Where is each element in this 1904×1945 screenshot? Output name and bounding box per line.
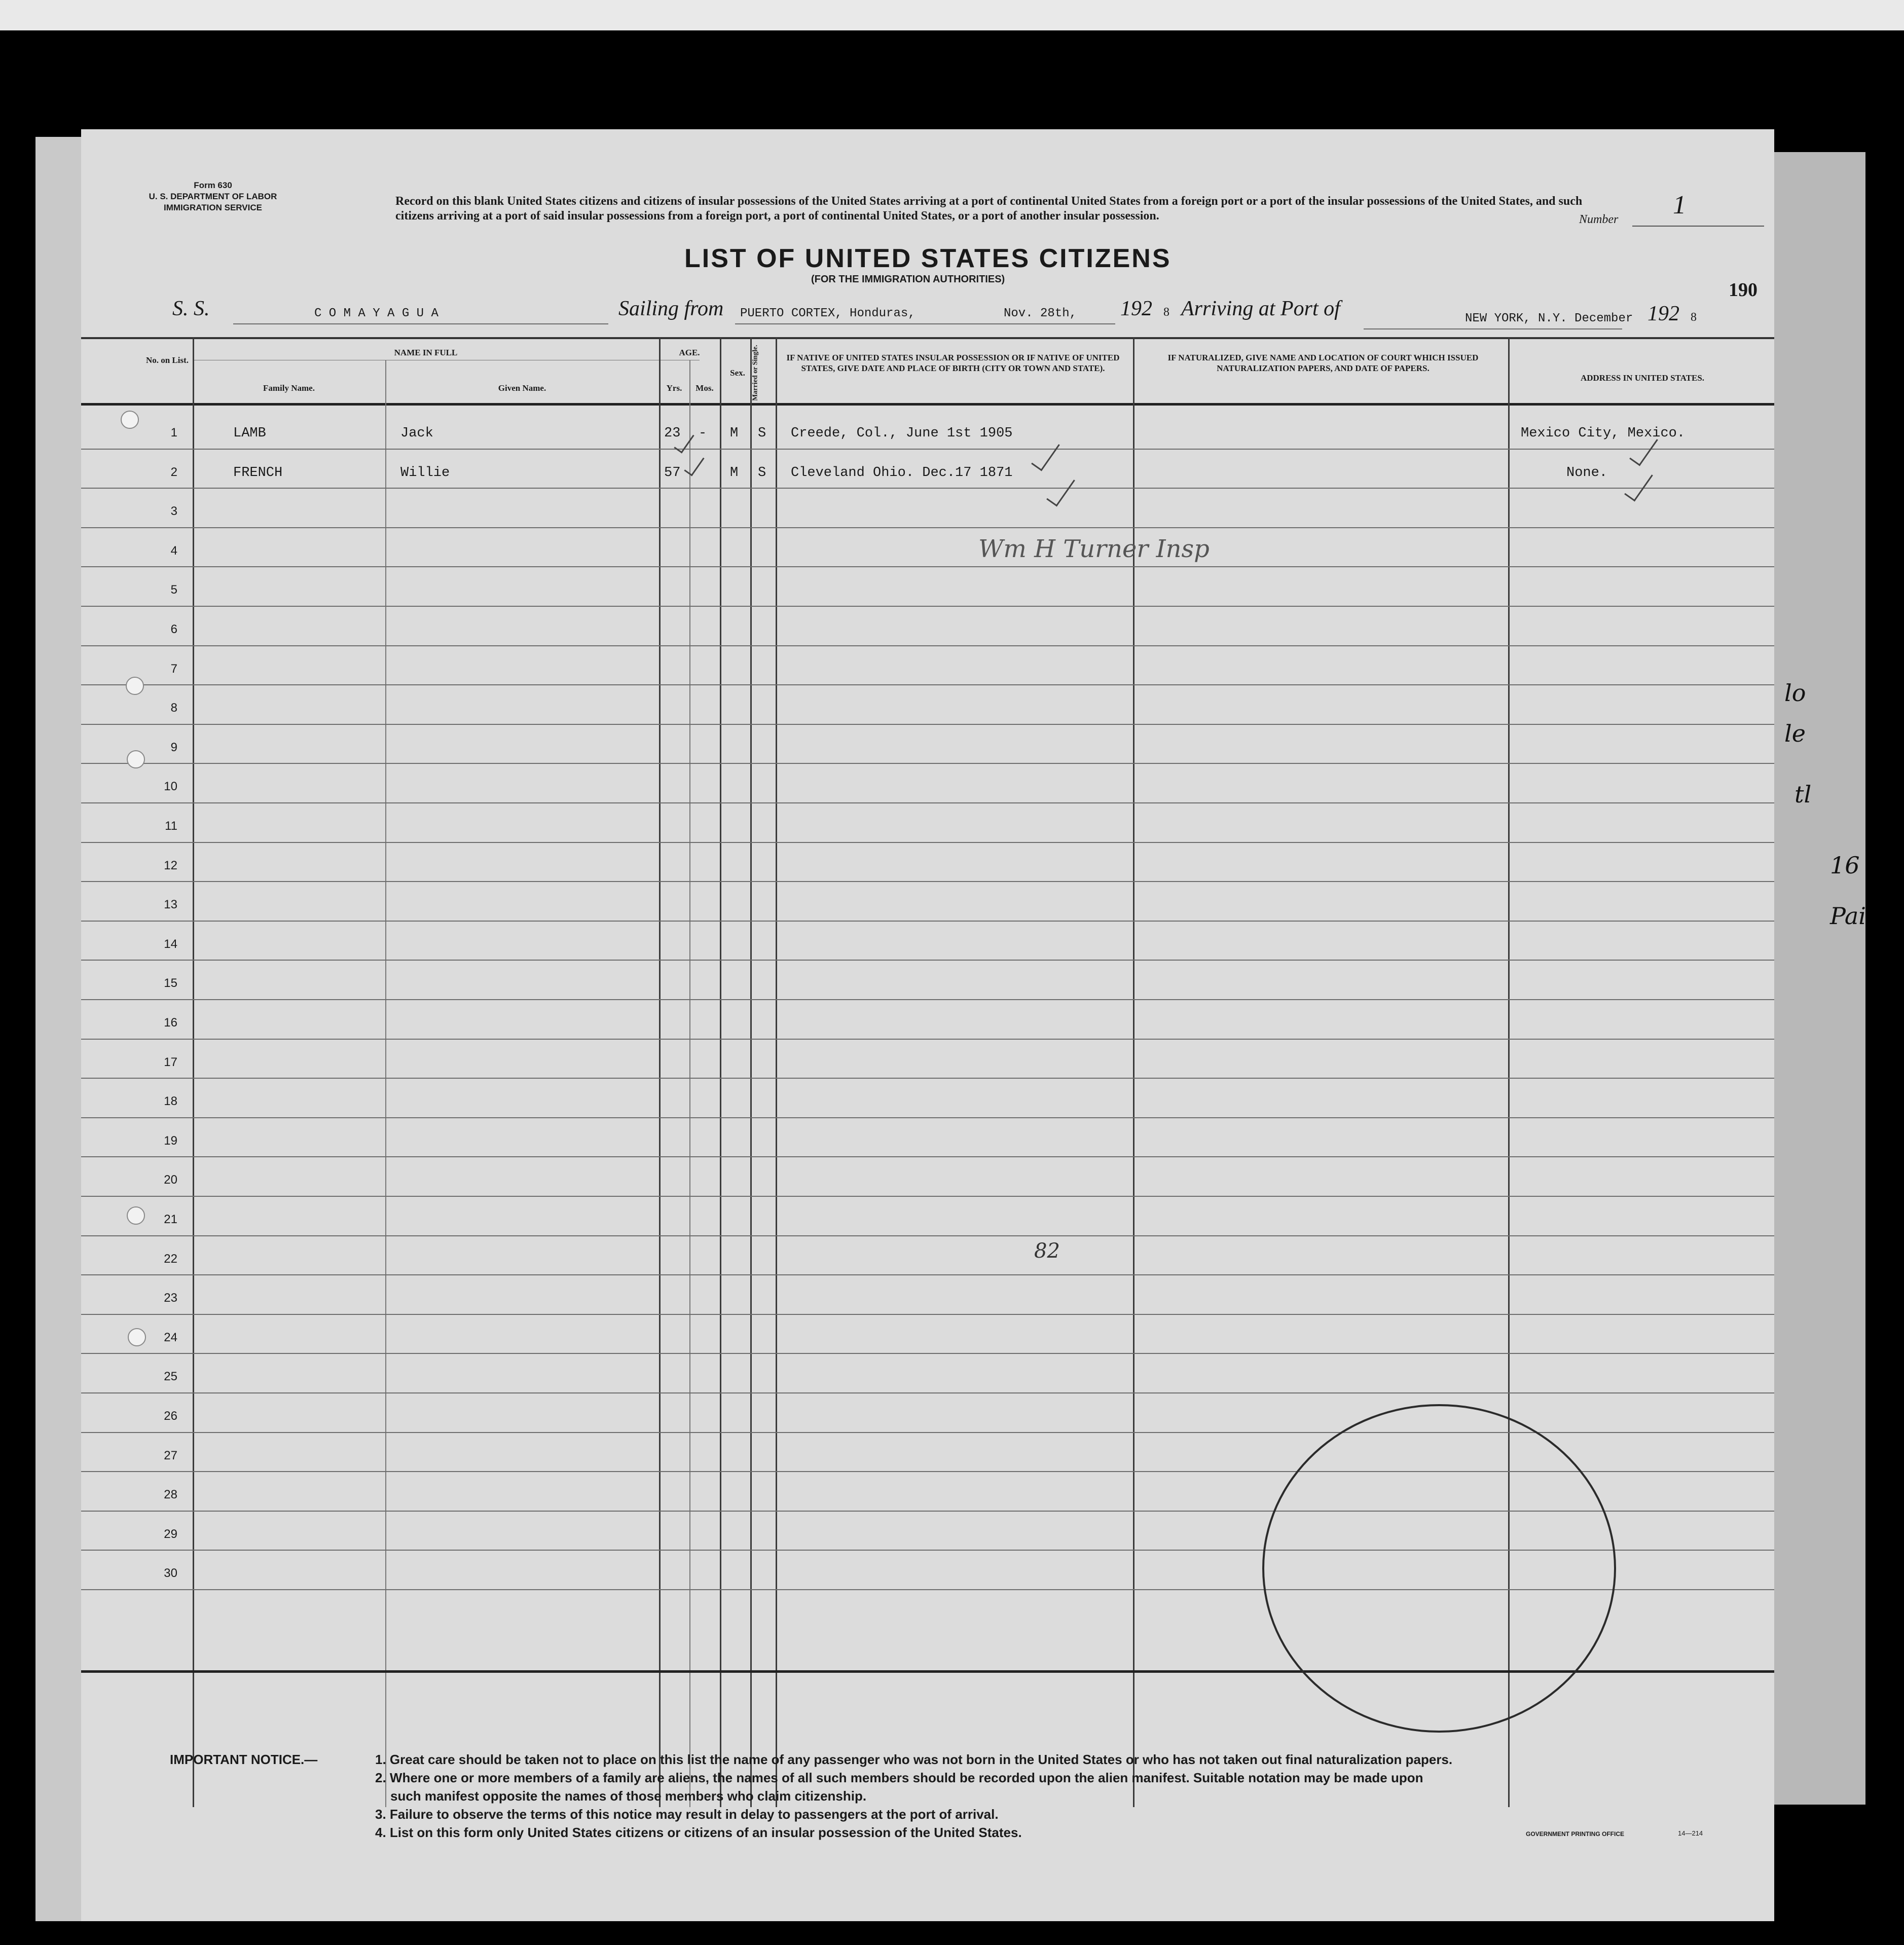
family-name-cell: FRENCH — [233, 465, 283, 481]
row-number: 24 — [164, 1331, 177, 1344]
row-number: 5 — [170, 583, 177, 597]
row-rule — [81, 921, 1774, 922]
year-suffix-2: 8 — [1691, 311, 1697, 324]
row-number: 13 — [164, 898, 177, 911]
margin-handwriting: Pai — [1830, 902, 1866, 930]
margin-handwriting: tl — [1795, 781, 1812, 808]
row-number: 22 — [164, 1252, 177, 1266]
col-divider — [776, 337, 777, 1807]
birth-place-date-cell: Creede, Col., June 1st 1905 — [791, 426, 1013, 441]
punch-hole — [127, 1206, 145, 1225]
row-rule — [81, 960, 1774, 961]
address-cell: Mexico City, Mexico. — [1521, 426, 1686, 441]
col-divider — [659, 337, 661, 1807]
birth-place-date-cell: Cleveland Ohio. Dec.17 1871 — [791, 465, 1013, 481]
service: IMMIGRATION SERVICE — [164, 203, 262, 212]
notice-item-2: 2. Where one or more members of a family are aliens, the names of all such members should be recorded upon the alien manifest. Suitable notation may be made upon — [375, 1770, 1423, 1785]
year-prefix-1: 192 — [1120, 297, 1152, 320]
col-name-in-full: NAME IN FULL — [394, 348, 458, 357]
notice-label: IMPORTANT NOTICE.— — [170, 1752, 318, 1767]
row-number: 18 — [164, 1094, 177, 1108]
row-number: 19 — [164, 1134, 177, 1148]
row-number: 6 — [170, 622, 177, 636]
row-rule — [81, 1078, 1774, 1079]
age-years-cell: 23 — [664, 426, 681, 441]
col-family-name: Family Name. — [263, 383, 315, 393]
row-number: 26 — [164, 1409, 177, 1423]
row-rule — [81, 606, 1774, 607]
manifest-sheet — [81, 129, 1774, 1921]
row-number: 7 — [170, 662, 177, 676]
row-number: 8 — [170, 701, 177, 715]
row-number: 30 — [164, 1566, 177, 1580]
col-age: AGE. — [679, 348, 700, 357]
row-number: 9 — [170, 741, 177, 754]
col-naturalized: IF NATURALIZED, GIVE NAME AND LOCATION OF COURT WHICH ISSUED NATURALIZATION PAPERS, AND DATE OF PAPERS. — [1167, 353, 1479, 373]
number-underline — [1632, 226, 1764, 227]
year-suffix-1: 8 — [1163, 306, 1169, 319]
number-label: Number — [1579, 213, 1619, 226]
age-years-cell: 57 — [664, 465, 681, 481]
address-cell: None. — [1566, 465, 1608, 481]
age-months-cell: - — [699, 426, 707, 441]
row-number: 29 — [164, 1527, 177, 1541]
row-number: 2 — [170, 465, 177, 479]
inspector-signature: Wm H Turner Insp — [978, 535, 1210, 563]
marital-status-cell: S — [758, 465, 766, 481]
arrival-port: NEW YORK, N.Y. December — [1465, 312, 1633, 325]
row-rule — [81, 1235, 1774, 1236]
sex-cell: M — [730, 465, 739, 481]
ship-name: C O M A Y A G U A — [314, 307, 438, 320]
row-number: 3 — [170, 504, 177, 518]
arrival-underline — [1364, 328, 1622, 329]
row-number: 11 — [165, 819, 177, 833]
row-number: 27 — [164, 1449, 177, 1462]
underlying-page-right — [1764, 152, 1865, 1805]
family-name-cell: LAMB — [233, 426, 266, 441]
scan-top-strip — [0, 0, 1904, 30]
col-sex: Sex. — [730, 368, 745, 378]
row-rule — [81, 1039, 1774, 1040]
sex-cell: M — [730, 426, 739, 441]
sailing-underline — [735, 323, 1115, 324]
page-title: LIST OF UNITED STATES CITIZENS — [684, 244, 1171, 273]
row-rule — [81, 1196, 1774, 1197]
arriving-label: Arriving at Port of — [1181, 297, 1340, 320]
number-value: 1 — [1673, 191, 1686, 219]
col-marital: Married or Single. — [751, 345, 759, 401]
given-name-cell: Jack — [400, 426, 433, 441]
row-rule — [81, 1156, 1774, 1157]
page-number: 190 — [1729, 279, 1757, 301]
marital-status-cell: S — [758, 426, 766, 441]
row-number: 25 — [164, 1370, 177, 1383]
seal-stamp-circle — [1262, 1404, 1616, 1733]
year-prefix-2: 192 — [1647, 302, 1679, 325]
sailing-from-label: Sailing from — [618, 297, 724, 320]
given-name-cell: Willie — [400, 465, 450, 481]
row-number: 15 — [164, 976, 177, 990]
row-rule — [81, 684, 1774, 685]
printer-imprint: GOVERNMENT PRINTING OFFICE — [1526, 1830, 1625, 1838]
col-divider — [720, 337, 721, 1807]
col-given-name: Given Name. — [498, 383, 546, 393]
row-number: 16 — [164, 1016, 177, 1030]
row-rule — [81, 999, 1774, 1000]
row-rule — [81, 1274, 1774, 1275]
row-rule — [81, 1353, 1774, 1354]
checkmark — [1031, 438, 1060, 471]
row-rule — [81, 802, 1774, 803]
col-divider — [750, 337, 752, 1807]
row-number: 10 — [164, 780, 177, 793]
checkmark — [684, 453, 704, 476]
row-number: 12 — [164, 859, 177, 872]
header-top-rule — [81, 337, 1774, 339]
row-rule — [81, 763, 1774, 764]
row-rule — [81, 1392, 1774, 1393]
row-number: 20 — [164, 1173, 177, 1187]
row-rule — [81, 645, 1774, 646]
punch-hole — [121, 411, 139, 429]
row-rule — [81, 527, 1774, 528]
col-address: ADDRESS IN UNITED STATES. — [1580, 373, 1705, 383]
row-rule — [81, 488, 1774, 489]
row-rule — [81, 881, 1774, 882]
col-divider — [193, 337, 194, 1807]
col-birth: IF NATIVE OF UNITED STATES INSULAR POSSESSION OR IF NATIVE OF UNITED STATES, GIVE DATE AND PLACE OF BIRTH (CITY OR TOWN AND STATE). — [786, 353, 1120, 373]
punch-hole — [126, 677, 144, 695]
form-number: Form 630 — [194, 180, 232, 190]
row-number: 4 — [170, 544, 177, 558]
row-rule — [81, 566, 1774, 567]
row-rule — [81, 842, 1774, 843]
ship-underline — [233, 323, 608, 324]
col-yrs: Yrs. — [666, 383, 682, 393]
departure-date: Nov. 28th, — [1004, 307, 1077, 320]
row-number: 23 — [164, 1291, 177, 1305]
department: U. S. DEPARTMENT OF LABOR — [149, 192, 277, 201]
punch-hole — [128, 1328, 146, 1346]
margin-handwriting: lo — [1784, 679, 1806, 707]
col-no: No. on List. — [145, 355, 189, 365]
row-number: 14 — [164, 937, 177, 951]
col-mos: Mos. — [695, 383, 714, 393]
checkmark — [1046, 473, 1075, 507]
row-number: 1 — [170, 426, 177, 439]
row-rule — [81, 1314, 1774, 1315]
instructions-text: Record on this blank United States citizens and citizens of insular possessions of the United States arriving at a port of continental United States from a foreign port or a port of the insular possessions of the United States, and such citizens arriving at a port of said insular possessions from a foreign port, a port of continental United States, or a port of another insular possession. — [395, 195, 1583, 223]
print-code: 14—214 — [1678, 1829, 1703, 1837]
handwritten-mark: 82 — [1034, 1239, 1060, 1263]
notice-item-3: 3. Failure to observe the terms of this notice may result in delay to passengers at the port of arrival. — [375, 1807, 999, 1822]
checkmark — [1624, 468, 1653, 502]
row-number: 21 — [164, 1213, 177, 1226]
row-rule — [81, 1117, 1774, 1118]
notice-item-4: 4. List on this form only United States citizens or citizens of an insular possession of the United States. — [375, 1825, 1022, 1840]
form-header — [132, 180, 294, 213]
punch-hole — [127, 750, 145, 768]
row-rule — [81, 724, 1774, 725]
row-number: 28 — [164, 1488, 177, 1501]
ss-label: S. S. — [172, 297, 210, 320]
row-number: 17 — [164, 1055, 177, 1069]
margin-handwriting: le — [1784, 720, 1806, 747]
notice-item-2-cont: such manifest opposite the names of those members who claim citizenship. — [390, 1788, 867, 1804]
margin-handwriting: 16 — [1830, 852, 1860, 879]
sailing-from: PUERTO CORTEX, Honduras, — [740, 307, 916, 320]
header-bottom-rule — [81, 403, 1774, 406]
row-rule — [81, 449, 1774, 450]
page-subtitle: (FOR THE IMMIGRATION AUTHORITIES) — [811, 274, 1005, 285]
notice-item-1: 1. Great care should be taken not to place on this list the name of any passenger who was not born in the United States or who has not taken out final naturalization papers. — [375, 1752, 1453, 1767]
